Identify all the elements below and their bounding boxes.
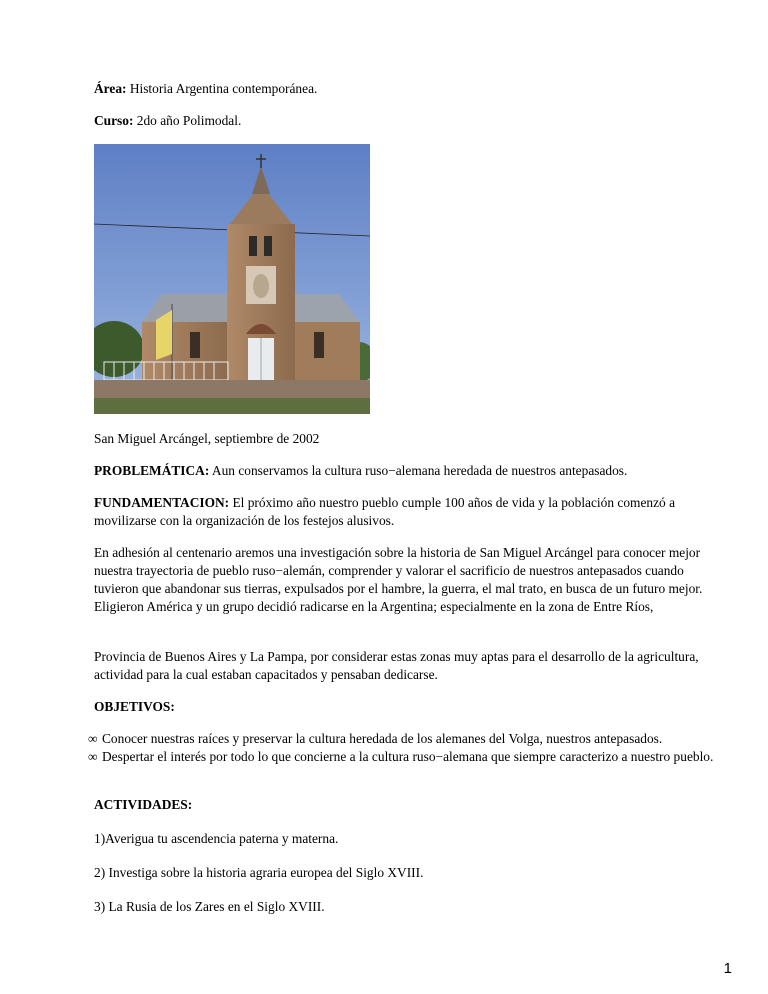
objetivo-text: Despertar el interés por todo lo que concierne a la cultura ruso−alemana que siempre caracterizo a nuestro pueblo. bbox=[102, 749, 714, 764]
objetivos-heading bbox=[94, 698, 175, 716]
curso-label: Curso: bbox=[94, 113, 134, 128]
actividad-item: 1)Averigua tu ascendencia paterna y materna. bbox=[94, 831, 339, 846]
actividad-item: 2) Investiga sobre la historia agraria europea del Siglo XVIII. bbox=[94, 865, 424, 880]
infinity-bullet-icon: ∞ bbox=[88, 731, 98, 746]
fundamentacion-paragraph bbox=[94, 494, 724, 530]
page-number: 1 bbox=[723, 960, 732, 977]
list-item bbox=[88, 748, 724, 766]
fundamentacion-label: FUNDAMENTACION: bbox=[94, 495, 230, 510]
fundamentacion-text: El próximo año nuestro pueblo cumple 100 años de vida y la población comenzó a movilizarse con la organización de los festejos alusivos. bbox=[94, 495, 676, 528]
infinity-bullet-icon: ∞ bbox=[88, 749, 98, 764]
problematica-text: Aun conservamos la cultura ruso−alemana heredada de nuestros antepasados. bbox=[209, 463, 628, 478]
adhesion-paragraph: En adhesión al centenario aremos una investigación sobre la historia de San Miguel Arcángel para conocer mejor nuestra trayectoria de pueblo ruso−alemán, comprender y valorar el sacrificio de nuestros antepasados cuando tuvieron que abandonar sus tierras, expulsados por el hambre, la guerra, el mal trato, en busca de un futuro mejor. Eligieron América y un grupo decidió radicarse en la Argentina; especialmente en la zona de Entre Ríos, bbox=[94, 545, 703, 614]
area-line bbox=[94, 80, 317, 98]
curso-value: 2do año Polimodal. bbox=[133, 113, 242, 128]
objetivo-text: Conocer nuestras raíces y preservar la cultura heredada de los alemanes del Volga, nuestros antepasados. bbox=[102, 731, 663, 746]
curso-line bbox=[94, 112, 241, 130]
actividades-heading bbox=[94, 796, 192, 814]
actividad-item: 3) La Rusia de los Zares en el Siglo XVIII. bbox=[94, 899, 325, 914]
objetivos-title: OBJETIVOS: bbox=[94, 699, 175, 714]
actividades-title: ACTIVIDADES: bbox=[94, 797, 193, 812]
area-value: Historia Argentina contemporánea. bbox=[126, 81, 318, 96]
list-item bbox=[88, 730, 724, 748]
problematica-line bbox=[94, 462, 627, 480]
church-photo bbox=[94, 144, 370, 414]
provincia-paragraph: Provincia de Buenos Aires y La Pampa, por considerar estas zonas muy aptas para el desarrollo de la agricultura, actividad para la cual estaban capacitados y pensaban dedicarse. bbox=[94, 649, 699, 682]
photo-caption: San Miguel Arcángel, septiembre de 2002 bbox=[94, 431, 320, 446]
objetivos-list bbox=[88, 730, 724, 766]
problematica-label: PROBLEMÁTICA: bbox=[94, 463, 210, 478]
area-label: Área: bbox=[94, 81, 127, 96]
